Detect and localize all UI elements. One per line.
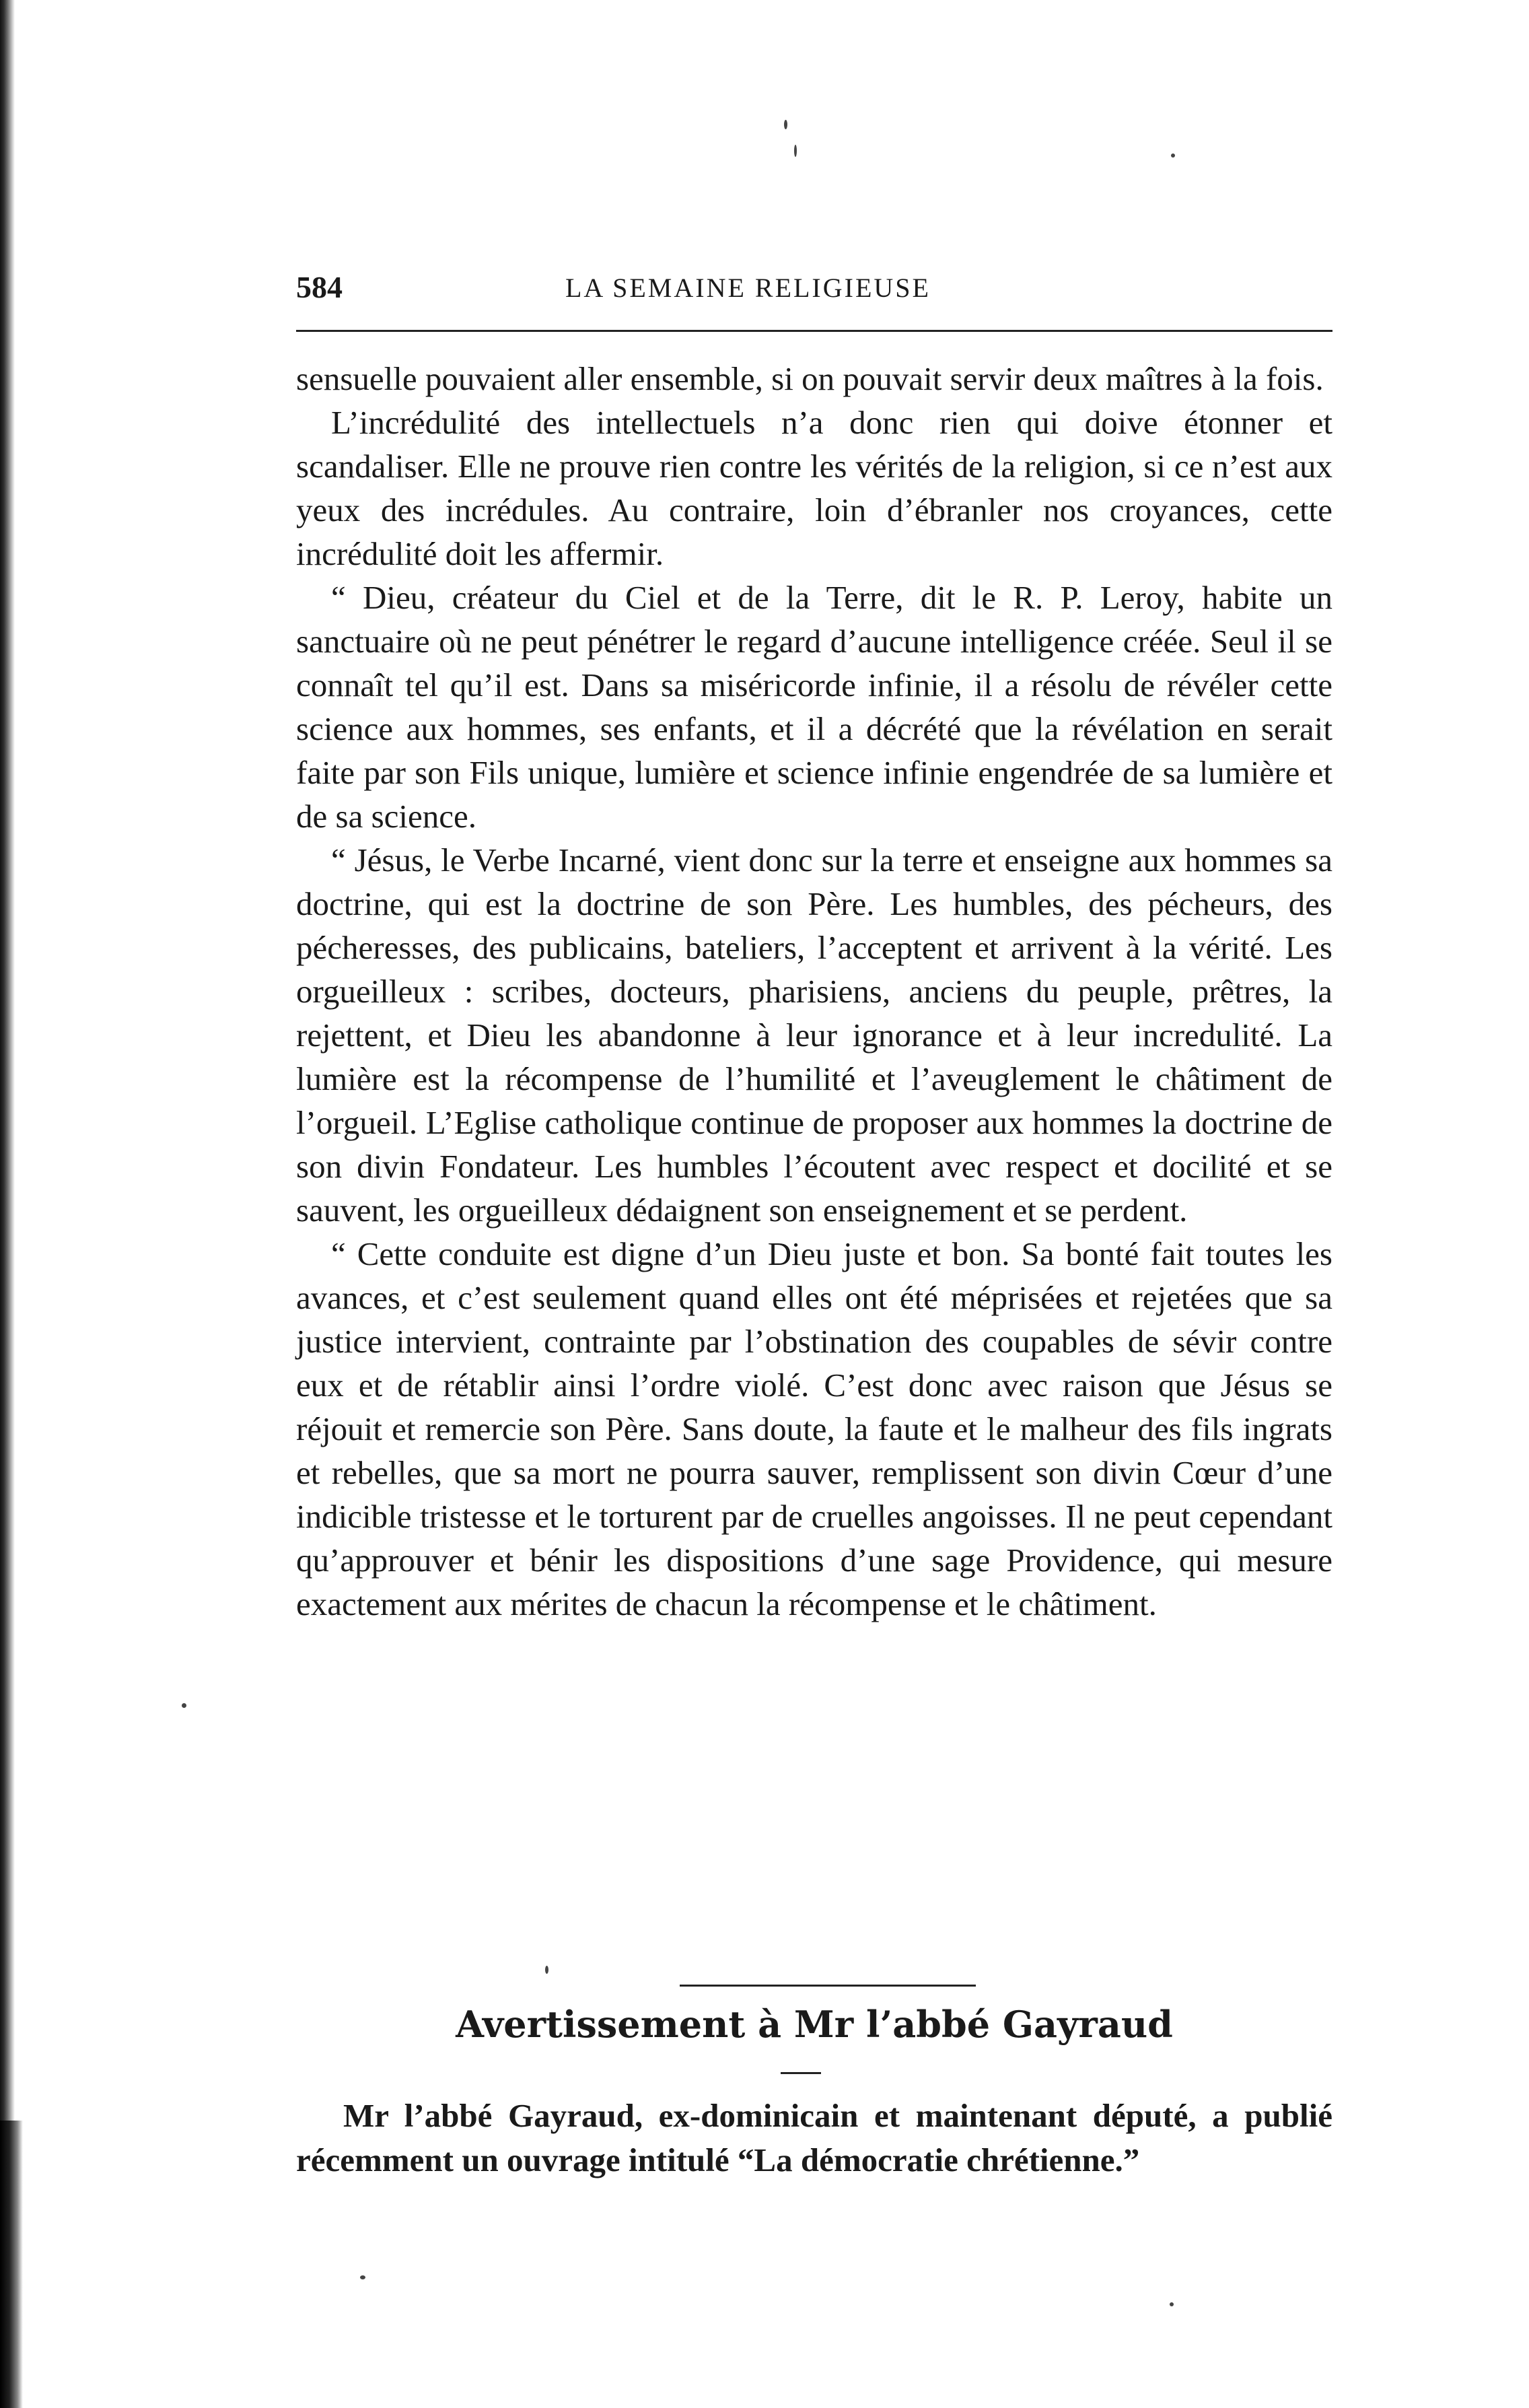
running-title: LA SEMAINE RELIGIEUSE bbox=[565, 273, 931, 303]
scan-edge-left bbox=[0, 0, 15, 2408]
title-dash bbox=[781, 2072, 821, 2074]
scan-edge-left-dark bbox=[0, 2121, 23, 2408]
scan-speck bbox=[545, 1966, 548, 1974]
scan-speck bbox=[784, 120, 787, 129]
scan-speck bbox=[1171, 153, 1175, 158]
page-header bbox=[296, 269, 1332, 323]
scan-speck bbox=[794, 145, 797, 157]
paragraph: Mr l’abbé Gayraud, ex-dominicain et maintenant député, a publié récemment un ouvrage intitulé “La démocratie chrétienne.” bbox=[296, 2097, 1332, 2178]
scan-speck bbox=[1170, 2302, 1174, 2306]
section-divider bbox=[680, 1985, 976, 1987]
scan-speck bbox=[182, 1703, 186, 1708]
main-text bbox=[296, 357, 1332, 1626]
section-title: Avertissement à Mr l’abbé Gayraud bbox=[456, 2003, 1173, 2046]
section-text bbox=[296, 2094, 1332, 2182]
page-number: 584 bbox=[296, 270, 343, 304]
paragraph: “ Dieu, créateur du Ciel et de la Terre, dit le R. P. Leroy, habite un sanctuaire où ne peut pénétrer le regard d’aucune intelligence créée. Seul il se connaît tel qu’il est. Dans sa miséricorde infinie, il a résolu de révéler cette science aux hommes, ses enfants, et il a décrété que la révélation en serait faite par son Fils unique, lumière et science infinie engendrée de sa lumière et de sa science. bbox=[296, 579, 1332, 835]
paragraph: sensuelle pouvaient aller ensemble, si on pouvait servir deux maîtres à la fois. bbox=[296, 360, 1324, 397]
header-rule bbox=[296, 330, 1332, 332]
paragraph: “ Cette conduite est digne d’un Dieu juste et bon. Sa bonté fait toutes les avances, et c’est seulement quand elles ont été méprisées et rejetées que sa justice intervient, contrainte par l’obstination des coupables de sévir contre eux et de rétablir ainsi l’ordre violé. C’est donc avec raison que Jésus se réjouit et remercie son Père. Sans doute, la faute et le malheur des fils ingrats et rebelles, que sa mort ne pourra sauver, remplissent son divin Cœur d’une indicible tristesse et le torturent par de cruelles angoisses. Il ne peut cependant qu’approuver et bénir les dispositions d’une sage Providence, qui mesure exactement aux mérites de chacun la récompense et le châtiment. bbox=[296, 1235, 1332, 1622]
paragraph: “ Jésus, le Verbe Incarné, vient donc sur la terre et enseigne aux hommes sa doctrine, qui est la doctrine de son Père. Les humbles, des pécheurs, des pécheresses, des publicains, bateliers, l’acceptent et arrivent à la vérité. Les orgueilleux : scribes, docteurs, pharisiens, anciens du peuple, prêtres, la rejettent, et Dieu les abandonne à leur ignorance et à leur incredulité. La lumière est la récompense de l’humilité et l’aveuglement le châtiment de l’orgueil. L’Eglise catholique continue de proposer aux hommes la doctrine de son divin Fondateur. Les humbles l’écoutent avec respect et docilité et se sauvent, les orgueilleux dédaignent son enseignement et se perdent. bbox=[296, 841, 1332, 1229]
scan-speck bbox=[360, 2275, 365, 2279]
paragraph: L’incrédulité des intellectuels n’a donc rien qui doive étonner et scandaliser. Elle ne prouve rien contre les vérités de la religion, si ce n’est aux yeux des incrédules. Au contraire, loin d’ébranler nos croyances, cette incrédulité doit les affermir. bbox=[296, 404, 1332, 572]
